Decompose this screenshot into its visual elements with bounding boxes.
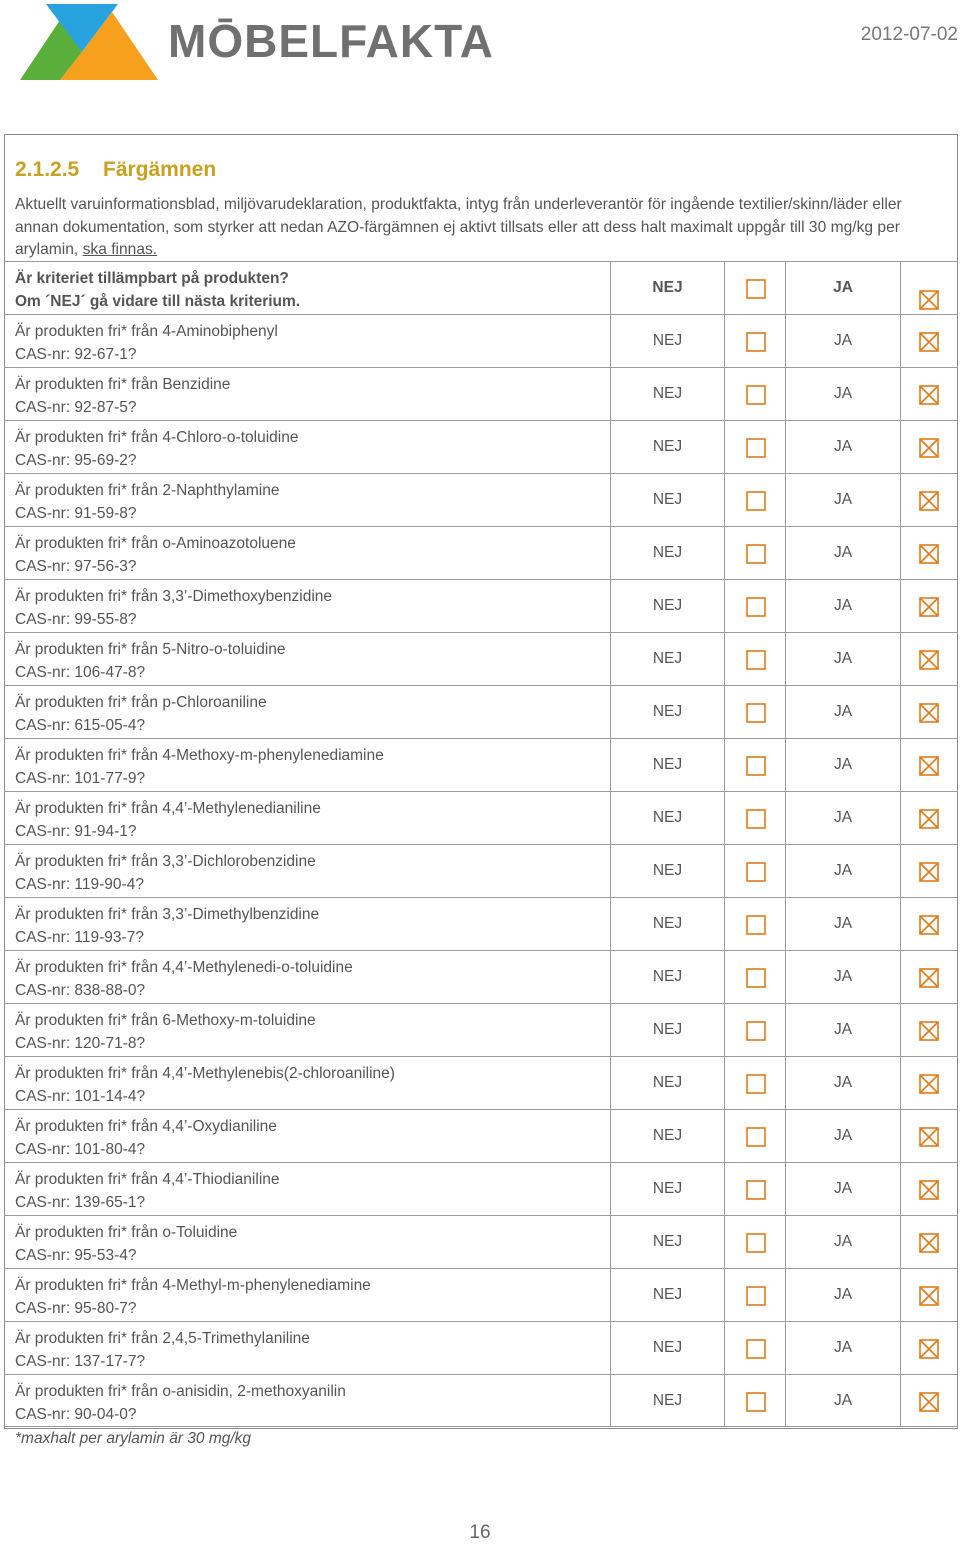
- no-checkbox-cell[interactable]: [724, 898, 785, 950]
- substance-row: [4, 367, 958, 420]
- yes-checkbox-cell[interactable]: [900, 1269, 958, 1321]
- unchecked-box-icon[interactable]: [746, 438, 766, 458]
- substance-question: [15, 692, 267, 737]
- yes-checkbox-cell[interactable]: [900, 1216, 958, 1268]
- criteria-table: [4, 261, 958, 1427]
- yes-label-cell: [785, 845, 900, 897]
- yes-label-cell: [785, 792, 900, 844]
- yes-label: JA: [833, 650, 853, 667]
- no-label-cell: [610, 1216, 724, 1268]
- checked-box-icon[interactable]: [919, 703, 939, 723]
- unchecked-box-icon[interactable]: [746, 544, 766, 564]
- yes-label: JA: [833, 1286, 853, 1303]
- no-checkbox-cell[interactable]: [724, 686, 785, 738]
- no-label: NEJ: [652, 385, 683, 402]
- unchecked-box-icon[interactable]: [746, 703, 766, 723]
- checked-box-icon[interactable]: [919, 1339, 939, 1359]
- no-checkbox-cell[interactable]: [724, 633, 785, 685]
- substance-row: [4, 791, 958, 844]
- substance-question: [15, 745, 384, 790]
- yes-label: JA: [833, 1233, 853, 1250]
- unchecked-box-icon[interactable]: [746, 385, 766, 405]
- yes-checkbox-cell[interactable]: [900, 1057, 958, 1109]
- yes-label-cell: [785, 686, 900, 738]
- no-label: NEJ: [652, 332, 683, 349]
- no-label-cell: [610, 1269, 724, 1321]
- no-label-cell: [610, 739, 724, 791]
- yes-label: JA: [833, 703, 853, 720]
- criterion-line2: Om ´NEJ´ gå vidare till nästa kriterium.: [15, 292, 301, 310]
- checked-box-icon[interactable]: [919, 1286, 939, 1306]
- footnote: *maxhalt per arylamin är 30 mg/kg: [15, 1430, 252, 1447]
- yes-checkbox-cell[interactable]: [900, 315, 958, 367]
- no-label: NEJ: [652, 1021, 683, 1038]
- unchecked-box-icon[interactable]: [746, 968, 766, 988]
- checked-box-icon[interactable]: [919, 544, 939, 564]
- no-label-cell: [610, 686, 724, 738]
- no-checkbox-cell[interactable]: [724, 792, 785, 844]
- section-title: Färgämnen: [103, 158, 217, 181]
- substance-row: [4, 1109, 958, 1162]
- yes-checkbox-cell[interactable]: [900, 739, 958, 791]
- no-label: NEJ: [652, 915, 683, 932]
- substance-row: [4, 1162, 958, 1215]
- unchecked-box-icon[interactable]: [746, 491, 766, 511]
- logo-text: MŌBELFAKTA: [168, 15, 495, 67]
- unchecked-box-icon[interactable]: [746, 915, 766, 935]
- no-checkbox-cell[interactable]: [724, 1110, 785, 1162]
- no-label-cell: [610, 421, 724, 473]
- intro-paragraph: [15, 194, 945, 262]
- checked-box-icon[interactable]: [919, 756, 939, 776]
- substance-name: Är produkten fri* från 2-Naphthylamine: [15, 482, 280, 499]
- substance-name: Är produkten fri* från o-anisidin, 2-methoxyanilin: [15, 1383, 346, 1400]
- unchecked-box-icon[interactable]: [746, 1074, 766, 1094]
- no-label: NEJ: [652, 1339, 683, 1356]
- substance-name: Är produkten fri* från 4,4’-Methylenebis(2-chloroaniline): [15, 1065, 395, 1082]
- cas-number: CAS-nr: 95-69-2?: [15, 451, 137, 469]
- section-heading: [15, 158, 216, 182]
- cas-number: CAS-nr: 137-17-7?: [15, 1352, 146, 1370]
- no-label: NEJ: [652, 1127, 683, 1144]
- no-label-cell: [610, 580, 724, 632]
- cas-number: CAS-nr: 90-04-0?: [15, 1405, 137, 1423]
- substance-name: Är produkten fri* från 4,4’-Oxydianiline: [15, 1118, 277, 1135]
- unchecked-box-icon[interactable]: [746, 1339, 766, 1359]
- cas-number: CAS-nr: 95-53-4?: [15, 1246, 137, 1264]
- yes-label: JA: [833, 1074, 853, 1091]
- checked-box-icon[interactable]: [919, 491, 939, 511]
- yes-checkbox-cell[interactable]: [900, 951, 958, 1003]
- substance-question: [15, 374, 230, 419]
- yes-label: JA: [833, 1021, 853, 1038]
- yes-label-cell: [785, 1269, 900, 1321]
- substance-name: Är produkten fri* från 3,3’-Dimethoxybenzidine: [15, 588, 333, 605]
- yes-checkbox-cell[interactable]: [900, 527, 958, 579]
- no-checkbox-cell[interactable]: [724, 1163, 785, 1215]
- substance-question: [15, 904, 319, 949]
- substance-name: Är produkten fri* från 6-Methoxy-m-toluidine: [15, 1012, 316, 1029]
- no-label-cell: [610, 633, 724, 685]
- no-label: NEJ: [652, 1074, 683, 1091]
- yes-checkbox-cell[interactable]: [900, 686, 958, 738]
- unchecked-box-icon[interactable]: [746, 650, 766, 670]
- unchecked-box-icon[interactable]: [746, 597, 766, 617]
- no-checkbox-cell[interactable]: [724, 1216, 785, 1268]
- substance-question: [15, 480, 280, 525]
- checked-box-icon[interactable]: [919, 968, 939, 988]
- substance-name: Är produkten fri* från o-Aminoazotoluene: [15, 535, 296, 552]
- no-checkbox-cell[interactable]: [724, 739, 785, 791]
- cas-number: CAS-nr: 120-71-8?: [15, 1034, 146, 1052]
- no-label: NEJ: [652, 968, 683, 985]
- cas-number: CAS-nr: 91-59-8?: [15, 504, 137, 522]
- yes-label-cell: [785, 368, 900, 420]
- yes-label: JA: [833, 332, 853, 349]
- no-label-cell: [610, 474, 724, 526]
- yes-label: JA: [833, 968, 853, 985]
- yes-label-cell: [785, 421, 900, 473]
- no-label-cell: [610, 1057, 724, 1109]
- no-label-cell: [610, 1110, 724, 1162]
- yes-label-cell: [785, 1322, 900, 1374]
- yes-label-cell: [785, 1216, 900, 1268]
- cas-number: CAS-nr: 101-14-4?: [15, 1087, 146, 1105]
- substance-row: [4, 579, 958, 632]
- unchecked-box-icon[interactable]: [746, 332, 766, 352]
- substance-row: [4, 1215, 958, 1268]
- yes-label-cell: [785, 262, 900, 314]
- no-checkbox-cell[interactable]: [724, 262, 785, 314]
- substance-row: [4, 420, 958, 473]
- yes-label-cell: [785, 1375, 900, 1426]
- yes-label-cell: [785, 527, 900, 579]
- yes-checkbox-cell[interactable]: [900, 1322, 958, 1374]
- unchecked-box-icon[interactable]: [746, 1180, 766, 1200]
- substance-row: [4, 473, 958, 526]
- cas-number: CAS-nr: 92-67-1?: [15, 345, 137, 363]
- page-header: [0, 0, 960, 90]
- substance-question: [15, 1169, 280, 1214]
- criterion-line1: Är kriteriet tillämpbart på produkten?: [15, 270, 289, 287]
- substance-name: Är produkten fri* från 5-Nitro-o-toluidine: [15, 641, 286, 658]
- yes-label-cell: [785, 315, 900, 367]
- no-label: NEJ: [652, 491, 683, 508]
- no-label-cell: [610, 262, 724, 314]
- no-label-cell: [610, 368, 724, 420]
- cas-number: CAS-nr: 101-77-9?: [15, 769, 146, 787]
- substance-question: [15, 1275, 371, 1320]
- yes-label-cell: [785, 1057, 900, 1109]
- no-label: NEJ: [652, 544, 683, 561]
- yes-label: JA: [833, 1391, 853, 1409]
- cas-number: CAS-nr: 106-47-8?: [15, 663, 146, 681]
- checked-box-icon[interactable]: [919, 1074, 939, 1094]
- cas-number: CAS-nr: 139-65-1?: [15, 1193, 146, 1211]
- yes-label: JA: [833, 915, 853, 932]
- cas-number: CAS-nr: 91-94-1?: [15, 822, 137, 840]
- substance-question: [15, 798, 321, 843]
- checked-box-icon[interactable]: [919, 862, 939, 882]
- criterion-question: [15, 268, 300, 313]
- unchecked-box-icon[interactable]: [746, 862, 766, 882]
- yes-checkbox-cell[interactable]: [900, 792, 958, 844]
- no-label: NEJ: [652, 438, 683, 455]
- yes-label-cell: [785, 474, 900, 526]
- checked-box-icon[interactable]: [919, 1233, 939, 1253]
- substance-question: [15, 639, 286, 684]
- no-label-cell: [610, 951, 724, 1003]
- yes-label: JA: [833, 279, 853, 296]
- yes-label-cell: [785, 580, 900, 632]
- no-label-cell: [610, 1375, 724, 1426]
- no-label: NEJ: [652, 1286, 683, 1303]
- yes-checkbox-cell[interactable]: [900, 474, 958, 526]
- no-checkbox-cell[interactable]: [724, 1057, 785, 1109]
- checked-box-icon[interactable]: [919, 915, 939, 935]
- yes-checkbox-cell[interactable]: [900, 368, 958, 420]
- unchecked-box-icon[interactable]: [746, 1021, 766, 1041]
- substance-question: [15, 427, 298, 472]
- cas-number: CAS-nr: 95-80-7?: [15, 1299, 137, 1317]
- no-label: NEJ: [652, 650, 683, 667]
- yes-label-cell: [785, 1163, 900, 1215]
- substance-name: Är produkten fri* från p-Chloroaniline: [15, 694, 267, 711]
- substance-row: [4, 1003, 958, 1056]
- checked-box-icon[interactable]: [919, 385, 939, 405]
- no-label-cell: [610, 1322, 724, 1374]
- substance-question: [15, 1222, 237, 1267]
- substance-question: [15, 321, 278, 366]
- no-checkbox-cell[interactable]: [724, 951, 785, 1003]
- no-checkbox-cell[interactable]: [724, 580, 785, 632]
- checked-box-icon[interactable]: [919, 1180, 939, 1200]
- no-checkbox-cell[interactable]: [724, 1004, 785, 1056]
- yes-checkbox-cell[interactable]: [900, 1375, 958, 1426]
- yes-label-cell: [785, 739, 900, 791]
- substance-question: [15, 851, 316, 896]
- substance-name: Är produkten fri* från 4-Chloro-o-toluidine: [15, 429, 299, 446]
- yes-label-cell: [785, 951, 900, 1003]
- cas-number: CAS-nr: 838-88-0?: [15, 981, 146, 999]
- yes-label: JA: [833, 544, 853, 561]
- no-label: NEJ: [652, 597, 683, 614]
- no-label: NEJ: [652, 703, 683, 720]
- no-label: NEJ: [652, 756, 683, 773]
- substance-question: [15, 1010, 316, 1055]
- checked-box-icon[interactable]: [919, 1021, 939, 1041]
- substance-name: Är produkten fri* från Benzidine: [15, 376, 231, 393]
- section-number: 2.1.2.5: [15, 158, 80, 181]
- checked-box-icon[interactable]: [919, 1127, 939, 1147]
- no-label-cell: [610, 1163, 724, 1215]
- yes-label: JA: [833, 385, 853, 402]
- checked-box-icon[interactable]: [919, 438, 939, 458]
- unchecked-box-icon[interactable]: [746, 756, 766, 776]
- substance-question: [15, 1116, 277, 1161]
- substance-question: [15, 533, 296, 578]
- yes-label: JA: [833, 438, 853, 455]
- no-checkbox-cell[interactable]: [724, 421, 785, 473]
- no-checkbox-cell[interactable]: [724, 1269, 785, 1321]
- substance-row: [4, 1268, 958, 1321]
- no-label-cell: [610, 792, 724, 844]
- no-label-cell: [610, 1004, 724, 1056]
- no-label: NEJ: [652, 279, 683, 296]
- yes-checkbox-cell[interactable]: [900, 1163, 958, 1215]
- checked-box-icon[interactable]: [919, 1392, 939, 1412]
- substance-question: [15, 1063, 395, 1108]
- cas-number: CAS-nr: 119-93-7?: [15, 928, 144, 946]
- no-checkbox-cell[interactable]: [724, 845, 785, 897]
- substance-row: [4, 738, 958, 791]
- no-label-cell: [610, 845, 724, 897]
- mobelfakta-logo-icon: [16, 2, 166, 84]
- substance-row: [4, 1056, 958, 1109]
- yes-checkbox-cell[interactable]: [900, 262, 958, 314]
- substance-name: Är produkten fri* från 4,4’-Methylenedi-o-toluidine: [15, 959, 353, 976]
- unchecked-box-icon[interactable]: [746, 1233, 766, 1253]
- no-label-cell: [610, 527, 724, 579]
- substance-row: [4, 685, 958, 738]
- no-checkbox-cell[interactable]: [724, 368, 785, 420]
- yes-label: JA: [833, 862, 853, 879]
- yes-checkbox-cell[interactable]: [900, 580, 958, 632]
- yes-label: JA: [833, 1127, 853, 1144]
- substance-name: Är produkten fri* från 4-Aminobiphenyl: [15, 323, 278, 340]
- substance-row: [4, 1374, 958, 1427]
- substance-name: Är produkten fri* från 4-Methoxy-m-phenylenediamine: [15, 747, 384, 764]
- no-checkbox-cell[interactable]: [724, 315, 785, 367]
- unchecked-box-icon[interactable]: [746, 809, 766, 829]
- cas-number: CAS-nr: 101-80-4?: [15, 1140, 146, 1158]
- yes-label: JA: [833, 756, 853, 773]
- no-label-cell: [610, 315, 724, 367]
- no-label-cell: [610, 898, 724, 950]
- substance-name: Är produkten fri* från 3,3’-Dichlorobenzidine: [15, 853, 316, 870]
- yes-label: JA: [833, 597, 853, 614]
- document-date: 2012-07-02: [860, 24, 958, 45]
- cas-number: CAS-nr: 92-87-5?: [15, 398, 137, 416]
- yes-checkbox-cell[interactable]: [900, 1004, 958, 1056]
- no-label: NEJ: [652, 809, 683, 826]
- substance-row: [4, 632, 958, 685]
- yes-checkbox-cell[interactable]: [900, 845, 958, 897]
- substance-row: [4, 526, 958, 579]
- substance-name: Är produkten fri* från o-Toluidine: [15, 1224, 238, 1241]
- substance-row: [4, 950, 958, 1003]
- checked-box-icon[interactable]: [919, 597, 939, 617]
- substance-name: Är produkten fri* från 3,3’-Dimethylbenzidine: [15, 906, 320, 923]
- substance-row: [4, 844, 958, 897]
- yes-label-cell: [785, 633, 900, 685]
- unchecked-box-icon[interactable]: [746, 1286, 766, 1306]
- substance-question: [15, 1381, 346, 1426]
- yes-checkbox-cell[interactable]: [900, 633, 958, 685]
- substance-row: [4, 314, 958, 367]
- yes-label-cell: [785, 898, 900, 950]
- yes-checkbox-cell[interactable]: [900, 421, 958, 473]
- cas-number: CAS-nr: 615-05-4?: [15, 716, 146, 734]
- no-label: NEJ: [652, 862, 683, 879]
- substance-name: Är produkten fri* från 4,4’-Methylenedianiline: [15, 800, 321, 817]
- unchecked-box-icon[interactable]: [746, 1127, 766, 1147]
- substance-question: [15, 1328, 310, 1373]
- intro-text: Aktuellt varuinformationsblad, miljövarudeklaration, produktfakta, intyg från underleverantör för ingående textilier/skinn/läder eller annan dokumentation, som styrker att nedan AZO-färgämnen ej aktivt tillsats eller att dess halt maximalt uppgår till 30 mg/kg per arylamin,: [15, 196, 902, 258]
- page-number: 16: [469, 1522, 491, 1543]
- unchecked-box-icon[interactable]: [746, 1392, 766, 1412]
- yes-label: JA: [833, 1339, 853, 1356]
- no-checkbox-icon[interactable]: [746, 279, 766, 299]
- checked-box-icon[interactable]: [919, 809, 939, 829]
- checked-box-icon[interactable]: [919, 332, 939, 352]
- cas-number: CAS-nr: 97-56-3?: [15, 557, 137, 575]
- yes-label: JA: [833, 1180, 853, 1197]
- cas-number: CAS-nr: 99-55-8?: [15, 610, 137, 628]
- no-label: NEJ: [652, 1233, 683, 1250]
- checked-box-icon[interactable]: [919, 650, 939, 670]
- yes-label-cell: [785, 1004, 900, 1056]
- no-checkbox-cell[interactable]: [724, 1322, 785, 1374]
- substance-row: [4, 1321, 958, 1374]
- substance-question: [15, 586, 332, 631]
- criterion-row: [4, 261, 958, 314]
- no-checkbox-cell[interactable]: [724, 1375, 785, 1426]
- substance-question: [15, 957, 353, 1002]
- no-checkbox-cell[interactable]: [724, 474, 785, 526]
- substance-name: Är produkten fri* från 4-Methyl-m-phenylenediamine: [15, 1277, 371, 1294]
- yes-checkbox-cell[interactable]: [900, 1110, 958, 1162]
- no-label: NEJ: [652, 1391, 683, 1409]
- yes-label-cell: [785, 1110, 900, 1162]
- substance-name: Är produkten fri* från 4,4’-Thiodianiline: [15, 1171, 280, 1188]
- no-label: NEJ: [652, 1180, 683, 1197]
- no-checkbox-cell[interactable]: [724, 527, 785, 579]
- substance-row: [4, 897, 958, 950]
- yes-label: JA: [833, 491, 853, 508]
- yes-checkbox-cell[interactable]: [900, 898, 958, 950]
- checked-box-icon[interactable]: [919, 290, 939, 310]
- intro-link: ska finnas.: [82, 241, 158, 258]
- cas-number: CAS-nr: 119-90-4?: [15, 875, 144, 893]
- yes-label: JA: [833, 809, 853, 826]
- substance-name: Är produkten fri* från 2,4,5-Trimethylaniline: [15, 1330, 310, 1347]
